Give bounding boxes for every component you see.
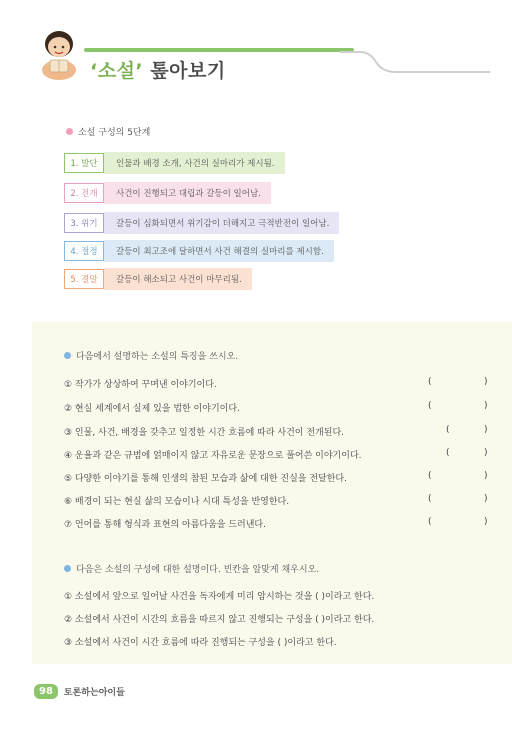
stage-label: 5. 결말 bbox=[64, 269, 104, 289]
stage-description: 갈등이 심화되면서 위기감이 더해지고 극적반전이 일어남. bbox=[104, 212, 339, 234]
page-footer bbox=[34, 684, 125, 699]
stage-label: 3. 위기 bbox=[64, 213, 104, 233]
stage-description: 인물과 배경 소개, 사건의 실마리가 제시됨. bbox=[104, 152, 285, 174]
answer-paren-open: ( bbox=[446, 425, 450, 435]
page-number: 98 bbox=[34, 684, 58, 699]
stage-label: 1. 발단 bbox=[64, 153, 104, 173]
bullet-icon bbox=[64, 352, 71, 359]
title-rest: 톺아보기 bbox=[143, 60, 226, 82]
question-1-item: ② 현실 세계에서 실제 있을 법한 이야기이다. bbox=[64, 404, 240, 414]
stage-row bbox=[64, 182, 271, 204]
question-1-heading-text: 다음에서 설명하는 소설의 특징을 쓰시오. bbox=[76, 352, 239, 362]
book-title: 토론하는아이들 bbox=[63, 688, 125, 698]
bullet-icon bbox=[64, 565, 71, 572]
stage-description: 갈등이 최고조에 달하면서 사건 해결의 실마리를 제시함. bbox=[104, 240, 334, 262]
question-1-item: ④ 운율과 같은 규범에 얽매이지 않고 자유로운 문장으로 풀어쓴 이야기이다. bbox=[64, 451, 362, 461]
title-accent-bar bbox=[84, 48, 354, 52]
answer-paren-close: ) bbox=[484, 401, 488, 411]
title-accent-curve bbox=[340, 50, 490, 78]
question-1-heading bbox=[64, 349, 238, 362]
answer-paren-close: ) bbox=[484, 517, 488, 527]
title-quoted: ‘소설’ bbox=[90, 60, 144, 82]
answer-paren-close: ) bbox=[484, 494, 488, 504]
question-1-item: ⑤ 다양한 이야기를 통해 인생의 참된 모습과 삶에 대한 진실을 전달한다. bbox=[64, 474, 347, 484]
stage-row bbox=[64, 240, 334, 262]
question-2-heading bbox=[64, 562, 319, 575]
question-2-heading-text: 다음은 소설의 구성에 대한 설명이다. 빈칸을 알맞게 채우시오. bbox=[76, 565, 320, 575]
question-1-item: ⑦ 언어를 통해 형식과 표현의 아름다움을 드러낸다. bbox=[64, 520, 266, 530]
bullet-icon bbox=[66, 128, 73, 135]
answer-paren-open: ( bbox=[428, 494, 432, 504]
question-1-item: ⑥ 배경이 되는 현실 삶의 모습이나 시대 특성을 반영한다. bbox=[64, 497, 290, 507]
answer-paren-open: ( bbox=[428, 377, 432, 387]
answer-paren-close: ) bbox=[484, 448, 488, 458]
stage-row bbox=[64, 152, 285, 174]
question-2-item: ① 소설에서 앞으로 일어날 사건을 독자에게 미리 암시하는 것을 ( )이라고 한다. bbox=[64, 592, 375, 602]
stage-row bbox=[64, 268, 252, 290]
question-1-item: ③ 인물, 사건, 배경을 갖추고 일정한 시간 흐름에 따라 사건이 전개된다. bbox=[64, 428, 344, 438]
answer-paren-close: ) bbox=[484, 425, 488, 435]
answer-paren-close: ) bbox=[484, 377, 488, 387]
stage-row bbox=[64, 212, 339, 234]
answer-paren-open: ( bbox=[446, 448, 450, 458]
page-title bbox=[90, 56, 226, 83]
question-1-item: ① 작가가 상상하여 꾸며낸 이야기이다. bbox=[64, 380, 217, 390]
stage-description: 사건이 진행되고 대립과 갈등이 일어남. bbox=[104, 182, 271, 204]
stage-description: 갈등이 해소되고 사건이 마무리됨. bbox=[104, 268, 252, 290]
boy-reading-illustration bbox=[38, 28, 80, 80]
question-2-item: ③ 소설에서 사건이 시간 흐름에 따라 진행되는 구성을 ( )이라고 한다. bbox=[64, 638, 337, 648]
answer-paren-close: ) bbox=[484, 471, 488, 481]
stage-label: 2. 전개 bbox=[64, 183, 104, 203]
answer-paren-open: ( bbox=[428, 517, 432, 527]
answer-paren-open: ( bbox=[428, 471, 432, 481]
question-2-item: ② 소설에서 사건이 시간의 흐름을 따르지 않고 진행되는 구성을 ( )이라고 한다. bbox=[64, 615, 375, 625]
stage-label: 4. 절정 bbox=[64, 241, 104, 261]
answer-paren-open: ( bbox=[428, 401, 432, 411]
stages-heading-text: 소설 구성의 5단계 bbox=[78, 128, 151, 138]
stages-heading bbox=[66, 125, 150, 138]
